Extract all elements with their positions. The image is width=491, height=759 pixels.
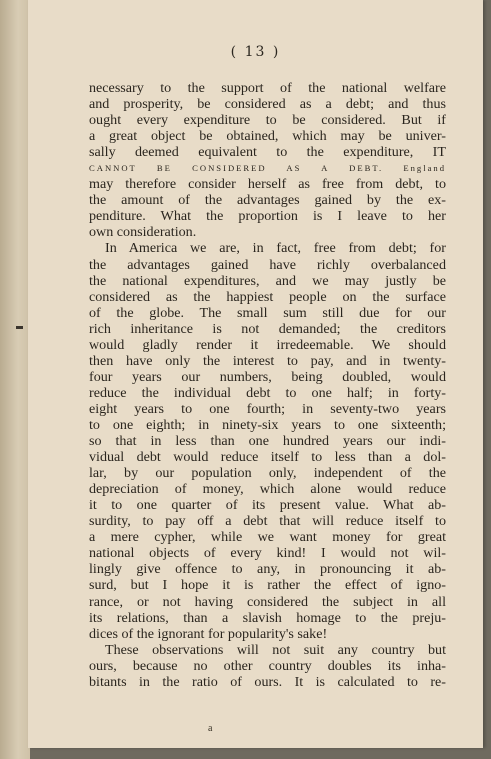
text-line: ought every expenditure to be considered. But if (89, 112, 446, 129)
text-line: bitants in the ratio of ours. It is calculated to re- (89, 673, 446, 690)
text-line: These observations will not suit any country but (105, 641, 446, 658)
page-number: ( 13 ) (230, 44, 281, 60)
text-line: would gladly render it irredeemable. We should (89, 336, 446, 353)
text-line: of the globe. The small sum still due for our (89, 304, 446, 321)
text-line: the advantages gained have richly overbalanced (89, 256, 446, 273)
text-line: its relations, than a slavish homage to the preju- (89, 609, 446, 626)
text-line: a mere cypher, while we want money for great (89, 529, 446, 546)
text-line: depreciation of money, which alone would reduce (89, 481, 446, 498)
text-line: surdity, to pay off a debt that will reduce itself to (89, 513, 446, 530)
text-line: sally deemed equivalent to the expenditure, IT (89, 144, 446, 161)
text-line: necessary to the support of the national welfare (89, 80, 446, 96)
text-line: national objects of every kind! I would not wil- (89, 545, 446, 562)
text-line: the national expenditures, and we may justly be (89, 272, 446, 289)
book-page (28, 0, 483, 748)
text-line: the amount of the advantages gained by the ex- (89, 192, 446, 209)
spine-mark (16, 326, 23, 329)
text-line: rance, or not having considered the subject in all (89, 593, 446, 610)
text-line: eight years to one fourth; in seventy-two years (89, 400, 446, 417)
text-line: a great object be obtained, which may be univer- (89, 128, 446, 145)
text-line: own consideration. (89, 224, 197, 241)
text-line: CANNOT BE CONSIDERED AS A DEBT. England (89, 163, 446, 174)
text-line: to one eighth; in ninety-six years to one sixteenth; (89, 416, 446, 433)
text-line: then have only the interest to pay, and in twenty- (89, 352, 446, 369)
text-line: rich inheritance is not demanded; the creditors (89, 320, 446, 337)
signature-mark: a (208, 723, 213, 734)
text-line: reduce the individual debt to one half; in forty- (89, 384, 446, 401)
text-line: vidual debt would reduce itself to less than a dol- (89, 449, 446, 466)
text-line: lar, by our population only, independent of the (89, 465, 446, 482)
text-line: ours, because no other country doubles its inha- (89, 657, 446, 674)
text-line: dices of the ignorant for popularity's sake! (89, 625, 328, 642)
text-line: surd, but I hope it is rather the effect of igno- (89, 577, 446, 594)
text-line: considered as the happiest people on the surface (89, 288, 446, 305)
text-line: four years our numbers, being doubled, would (89, 368, 446, 385)
book-spine-edge (0, 0, 30, 759)
page-body-text (89, 80, 446, 690)
text-line: so that in less than one hundred years our indi- (89, 433, 446, 450)
text-line: it to one quarter of its present value. What ab- (89, 497, 446, 514)
text-line: In America we are, in fact, free from debt; for (105, 240, 446, 257)
text-line: lingly give offence to any, in pronouncing it ab- (89, 561, 446, 578)
text-line: and prosperity, be considered as a debt; and thus (89, 96, 446, 113)
text-line: may therefore consider herself as free from debt, to (89, 176, 446, 193)
text-line: penditure. What the proportion is I leave to her (89, 208, 446, 225)
